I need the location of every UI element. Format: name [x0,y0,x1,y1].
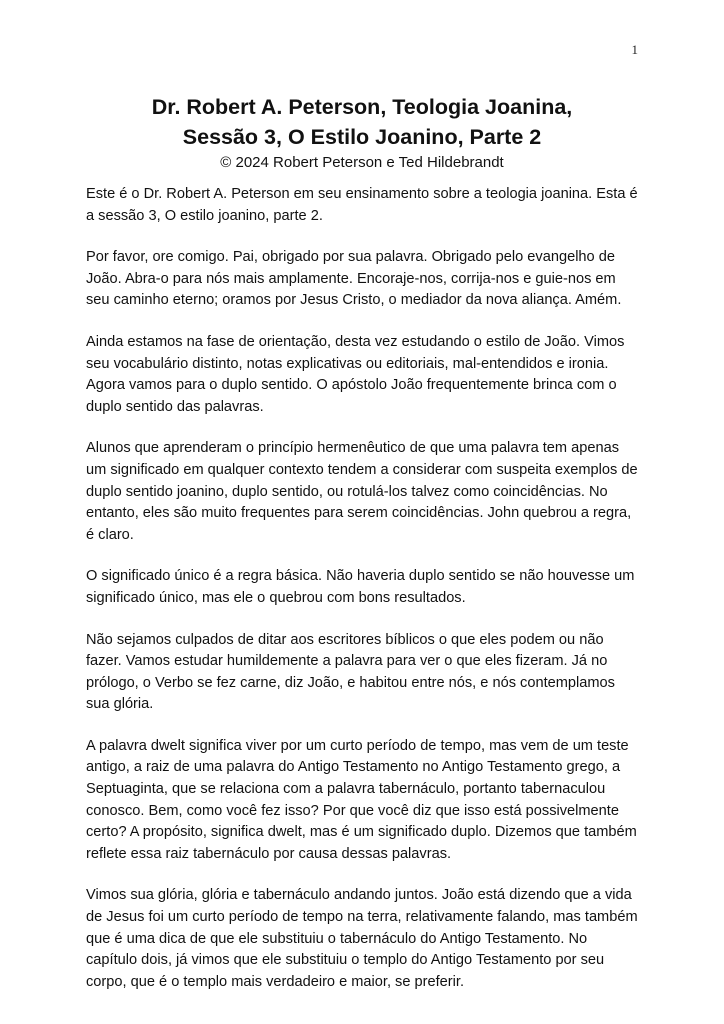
paragraph-4: Alunos que aprenderam o princípio hermenêutico de que uma palavra tem apenas um significado em qualquer contexto tendem a considerar com suspeita exemplos de duplo sentido joanino, duplo sentido, ou rotulá-los talvez como coincidências. No entanto, eles são muito frequentes para serem coincidências. John quebrou a regra, é claro. [86,440,638,543]
title-line-1: Dr. Robert A. Peterson, Teologia Joanina, [151,95,573,119]
paragraph-2: Por favor, ore comigo. Pai, obrigado por sua palavra. Obrigado pelo evangelho de João. Abra-o para nós mais amplamente. Encoraje-nos, corrija-nos e guie-nos em seu caminho eterno; oramos por Jesus Cristo, o mediador da nova aliança. Amém. [86,249,622,309]
document-body [86,184,642,1013]
page-number: 1 [631,42,638,57]
title-line-2: Sessão 3, O Estilo Joanino, Parte 2 [182,125,542,149]
copyright-line: © 2024 Robert Peterson e Ted Hildebrandt [220,154,504,171]
paragraph-8: Vimos sua glória, glória e tabernáculo andando juntos. João está dizendo que a vida de Jesus foi um curto período de tempo na terra, relativamente falando, mas também que é uma dica de que ele substituiu o tabernáculo do Antigo Testamento. No capítulo dois, já vimos que ele substituiu o templo do Antigo Testamento por seu corpo, que é o templo mais verdadeiro e maior, se preferir. [86,887,638,990]
paragraph-1: Este é o Dr. Robert A. Peterson em seu ensinamento sobre a teologia joanina. Esta é a sessão 3, O estilo joanino, parte 2. [86,186,638,224]
paragraph-6: Não sejamos culpados de ditar aos escritores bíblicos o que eles podem ou não fazer. Vamos estudar humildemente a palavra para ver o que eles fizeram. Já no prólogo, o Verbo se fez carne, diz João, e habitou entre nós, e nós contemplamos sua glória. [86,631,615,713]
paragraph-5: O significado único é a regra básica. Não haveria duplo sentido se não houvesse um significado único, mas ele o quebrou com bons resultados. [86,568,635,606]
document-header [86,92,638,173]
paragraph-3: Ainda estamos na fase de orientação, desta vez estudando o estilo de João. Vimos seu vocabulário distinto, notas explicativas ou editoriais, mal-entendidos e ironia. Agora vamos para o duplo sentido. O apóstolo João frequentemente brinca com o duplo sentido das palavras. [86,333,625,415]
paragraph-7: A palavra dwelt significa viver por um curto período de tempo, mas vem de um teste antigo, a raiz de uma palavra do Antigo Testamento no Antigo Testamento grego, a Septuaginta, que se relaciona com a palavra tabernáculo, portanto tabernaculou conosco. Bem, como você fez isso? Por que você diz que isso está possivelmente certo? A propósito, significa dwelt, mas é um significado duplo. Dizemos que também reflete essa raiz tabernáculo por causa dessas palavras. [86,737,637,862]
